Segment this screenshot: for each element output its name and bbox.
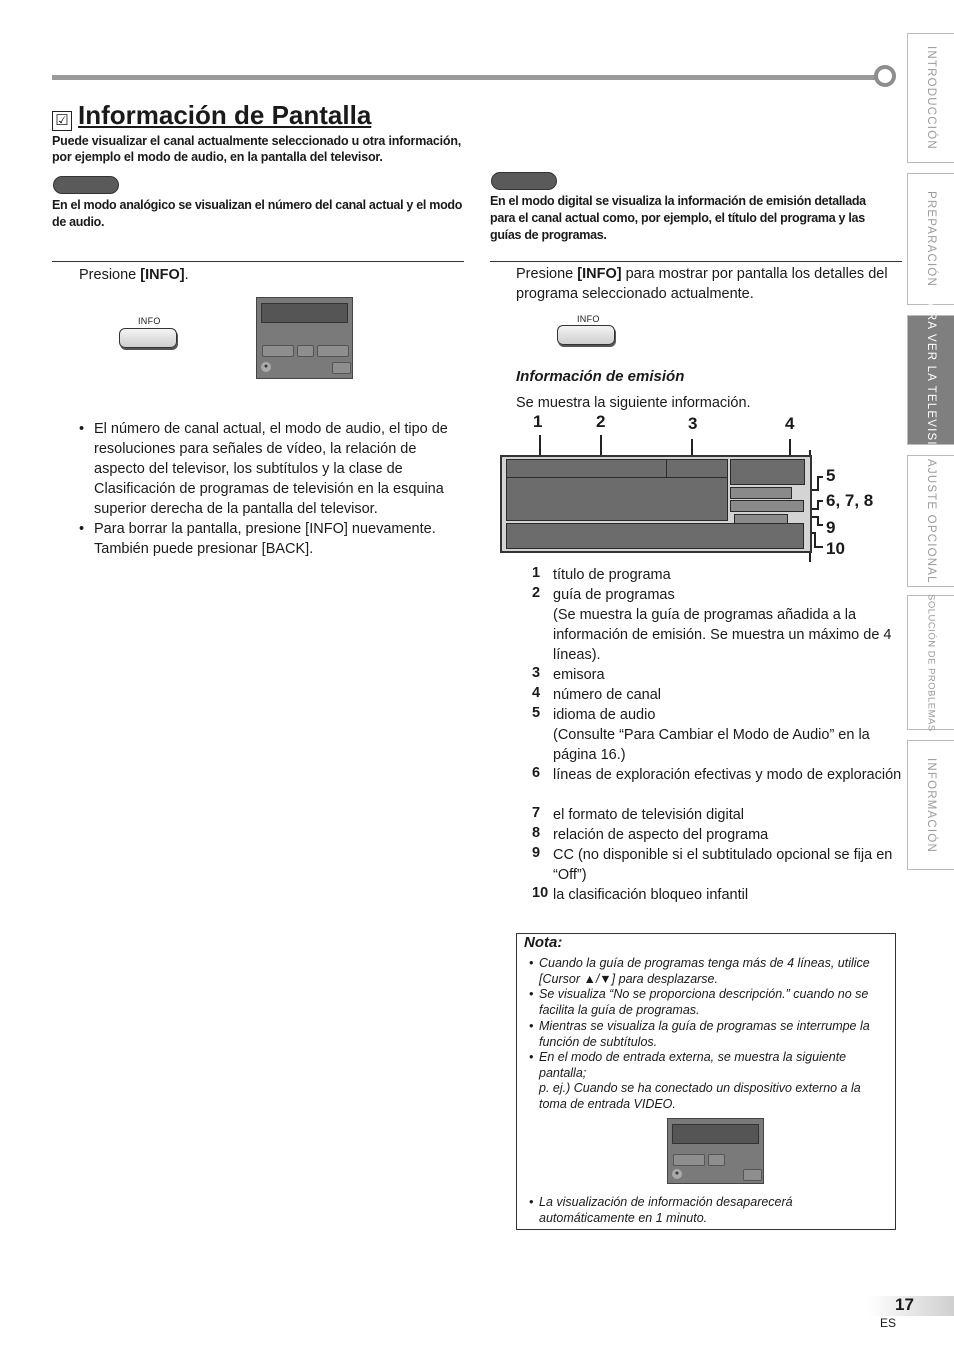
item-text: relación de aspecto del programa [553,827,769,843]
item-number: 1 [532,565,541,581]
screen-rating-box [743,1169,762,1181]
item-number: 9 [532,845,541,861]
language-code: ES [880,1316,897,1330]
sidebar-tab-solucion-de-problemas[interactable]: SOLUCIÓN DE PROBLEMAS [907,595,954,730]
screen-resolution-box [297,345,314,357]
analog-info-screen [256,297,353,379]
note-item: • Se visualiza “No se proporciona descripción.” cuando no se facilita la guía de programas. [529,987,869,1017]
callout-1: 1 [533,412,543,431]
item-text: líneas de exploración efectivas y modo de exploración [553,767,902,783]
rating-bar [506,523,804,549]
program-guide-box [506,477,728,521]
screen-channel-bar [261,303,348,323]
list-item: • El número de canal actual, el modo de audio, el tipo de resoluciones para señales de vídeo, la relación de aspecto del televisor, los subtítulos y la clase de Clasificación de programas de televisión en la esquina superior derecha de la pantalla del televisor. [79,421,448,517]
analog-label-pill [53,176,119,194]
item-text: número de canal [553,687,662,703]
analog-press-instruction: Presione [INFO]. [79,267,189,283]
program-title-box [506,459,668,479]
sidebar-tab-ajuste-opcional[interactable]: AJUSTE OPCIONAL [907,455,954,587]
intro-text: Puede visualizar el canal actualmente seleccionado u otra información, por ejemplo el modo de audio, en la pantalla del televisor. [52,134,462,164]
item-number: 5 [532,705,541,721]
item-text: la clasificación bloqueo infantil [553,887,749,903]
checkbox-icon: ☑ [52,111,72,131]
screen-rating-box [332,362,351,374]
callout-6-7-8: 6, 7, 8 [826,491,874,510]
item-number: 6 [532,765,541,781]
broadcaster-box [666,459,728,479]
page-title [52,100,371,131]
item-number: 10 [532,885,549,901]
screen-aspect-box [708,1154,725,1166]
note-item: • En el modo de entrada externa, se muestra la siguiente pantalla; [529,1050,847,1080]
emission-info-screen [500,455,812,553]
sidebar-tab-informacion[interactable]: INFORMACIÓN [907,740,954,870]
item-number: 3 [532,665,541,681]
note-item: • Mientras se visualiza la guía de programas se interrumpe la función de subtítulos. [529,1019,870,1049]
callout-5: 5 [826,466,836,485]
scan-format-aspect-box [730,500,804,512]
emission-subheading: Información de emisión [516,368,685,385]
callout-4: 4 [785,414,795,433]
info-button[interactable] [119,328,177,348]
info-button[interactable] [557,325,615,345]
item-text: título de programa [553,567,671,583]
digital-description: En el modo digital se visualiza la información de emisión detallada para el canal actual como, por ejemplo, el título del programa y las guías de programas. [490,194,866,242]
emission-intro: Se muestra la siguiente información. [516,395,751,411]
sidebar-tab-introduccion[interactable]: INTRODUCCIÓN [907,33,954,163]
callout-3: 3 [688,414,698,433]
analog-divider [52,261,464,262]
item-text: idioma de audio (Consulte “Para Cambiar el Modo de Audio” en la página 16.) [553,707,870,763]
note-example: p. ej.) Cuando se ha conectado un dispositivo externo a la toma de entrada VIDEO. [539,1081,861,1111]
item-number: 7 [532,805,541,821]
item-text: emisora [553,667,605,683]
note-item: • Cuando la guía de programas tenga más de 4 líneas, utilice [Cursor ▲/▼] para desplazarse. [529,956,870,986]
digital-label-pill [491,172,557,190]
item-text: el formato de televisión digital [553,807,745,823]
item-text: guía de programas (Se muestra la guía de programas añadida a la información de emisión. Se muestra un máximo de 4 líneas). [553,587,892,663]
channel-number-box [730,459,805,485]
callout-9: 9 [826,518,836,537]
item-number: 8 [532,825,541,841]
digital-press-instruction: Presione [INFO] para mostrar por pantalla los detalles del programa seleccionado actualmente. [516,266,888,302]
note-box [516,933,896,1230]
item-number: 4 [532,685,541,701]
screen-audio-box [262,345,294,357]
screen-input-bar [672,1124,759,1144]
header-circle [874,65,896,87]
lock-icon: ● [672,1169,682,1179]
item-number: 2 [532,585,541,601]
screen-resolution-box [673,1154,705,1166]
item-text: CC (no disponible si el subtitulado opcional se fija en “Off”) [553,847,893,883]
note-heading: Nota: [524,934,563,951]
analog-bullet-list [79,419,464,559]
lock-icon: ● [261,362,271,372]
info-button-label: INFO [138,316,161,326]
list-item: • Para borrar la pantalla, presione [INFO] nuevamente. También puede presionar [BACK]. [79,521,436,557]
screen-aspect-box [317,345,349,357]
page-number: 17 [895,1295,914,1314]
sidebar-tab-para-ver-la-television[interactable]: PARA VER LA TELEVISIÓN [907,315,954,445]
sidebar-tab-preparacion[interactable]: PREPARACIÓN [907,173,954,305]
audio-language-box [730,487,792,499]
analog-description: En el modo analógico se visualizan el número del canal actual y el modo de audio. [52,198,463,229]
callout-2: 2 [596,412,606,431]
header-rule [52,75,878,80]
digital-divider [490,261,902,262]
external-input-screen [667,1118,764,1184]
page-title-text: Información de Pantalla [78,100,372,130]
info-button-label: INFO [577,314,600,324]
note-item: • La visualización de información desaparecerá automáticamente en 1 minuto. [529,1195,793,1225]
callout-10: 10 [826,539,845,558]
